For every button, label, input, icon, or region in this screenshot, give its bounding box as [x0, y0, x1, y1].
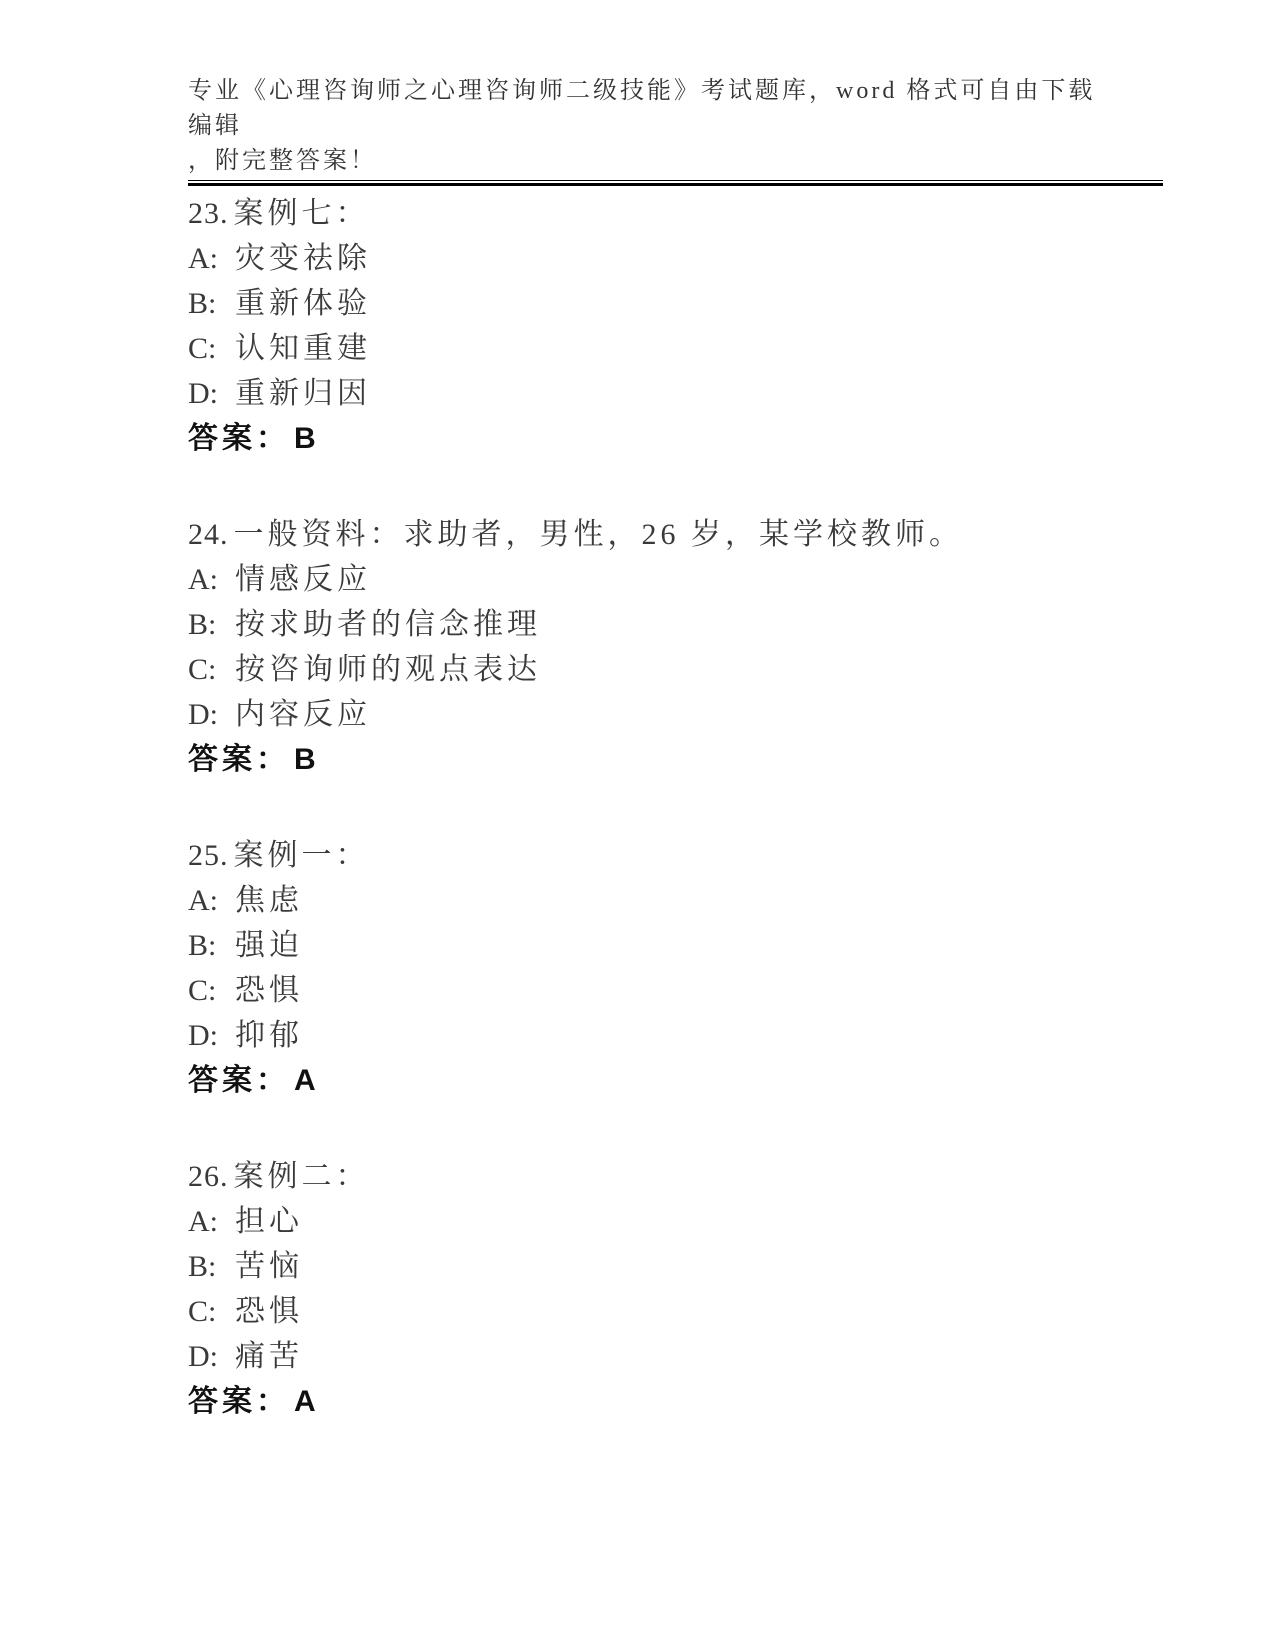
option-label: A: [188, 1205, 218, 1238]
option-row [188, 371, 1188, 416]
header-divider [188, 180, 1163, 186]
answer-value: B [294, 743, 320, 776]
option-label: C: [188, 332, 217, 365]
question-block [188, 191, 1188, 461]
header-line-1: 专业《心理咨询师之心理咨询师二级技能》考试题库，word 格式可自由下载编辑 [188, 78, 1096, 139]
answer-label: 答案： [188, 1064, 290, 1097]
option-row [188, 602, 1188, 647]
option-row [188, 281, 1188, 326]
option-label: D: [188, 377, 218, 410]
answer-label: 答案： [188, 743, 290, 776]
option-row [188, 557, 1188, 602]
option-text: 按咨询师的观点表达 [235, 653, 541, 686]
option-text: 恐惧 [235, 1295, 303, 1328]
option-label: A: [188, 884, 218, 917]
option-text: 担心 [235, 1205, 303, 1238]
option-row [188, 1244, 1188, 1289]
question-title [188, 191, 1188, 236]
question-block [188, 833, 1188, 1103]
option-text: 内容反应 [235, 698, 371, 731]
option-text: 抑郁 [235, 1019, 303, 1052]
answer-label: 答案： [188, 1385, 290, 1418]
question-title [188, 833, 1188, 878]
option-row [188, 236, 1188, 281]
answer-row [188, 737, 1188, 782]
answer-value: A [294, 1064, 320, 1097]
option-label: B: [188, 608, 217, 641]
option-label: C: [188, 974, 217, 1007]
option-text: 认知重建 [235, 332, 371, 365]
option-label: C: [188, 653, 217, 686]
answer-value: A [294, 1385, 320, 1418]
answer-row [188, 416, 1188, 461]
question-number: 26. [188, 1160, 229, 1193]
answer-row [188, 1379, 1188, 1424]
option-label: D: [188, 698, 218, 731]
question-stem: 案例一： [233, 839, 370, 872]
question-stem: 一般资料：求助者，男性，26 岁，某学校教师。 [233, 518, 963, 551]
option-label: A: [188, 563, 218, 596]
question-block [188, 1154, 1188, 1424]
option-row [188, 647, 1188, 692]
option-row [188, 1199, 1188, 1244]
option-label: B: [188, 1250, 217, 1283]
option-row [188, 692, 1188, 737]
header-line-2: ，附完整答案！ [188, 148, 377, 174]
question-stem: 案例七： [233, 197, 370, 230]
question-block [188, 512, 1188, 782]
option-text: 重新归因 [235, 377, 371, 410]
option-label: A: [188, 242, 218, 275]
option-label: C: [188, 1295, 217, 1328]
option-label: B: [188, 929, 217, 962]
option-row [188, 1334, 1188, 1379]
option-text: 强迫 [235, 929, 303, 962]
question-number: 23. [188, 197, 229, 230]
option-text: 焦虑 [235, 884, 303, 917]
option-text: 苦恼 [235, 1250, 303, 1283]
option-row [188, 1013, 1188, 1058]
option-row [188, 1289, 1188, 1334]
option-row [188, 968, 1188, 1013]
option-text: 痛苦 [235, 1340, 303, 1373]
question-number: 24. [188, 518, 229, 551]
answer-value: B [294, 422, 320, 455]
option-text: 重新体验 [235, 287, 371, 320]
question-number: 25. [188, 839, 229, 872]
option-text: 情感反应 [235, 563, 371, 596]
answer-label: 答案： [188, 422, 290, 455]
option-label: D: [188, 1019, 218, 1052]
option-label: D: [188, 1340, 218, 1373]
option-text: 灾变祛除 [235, 242, 371, 275]
option-text: 按求助者的信念推理 [235, 608, 541, 641]
option-label: B: [188, 287, 217, 320]
document-header [188, 74, 1108, 179]
question-stem: 案例二： [233, 1160, 370, 1193]
question-title [188, 1154, 1188, 1199]
option-row [188, 878, 1188, 923]
option-text: 恐惧 [235, 974, 303, 1007]
option-row [188, 923, 1188, 968]
answer-row [188, 1058, 1188, 1103]
question-title [188, 512, 1188, 557]
questions-list [188, 191, 1188, 1475]
option-row [188, 326, 1188, 371]
